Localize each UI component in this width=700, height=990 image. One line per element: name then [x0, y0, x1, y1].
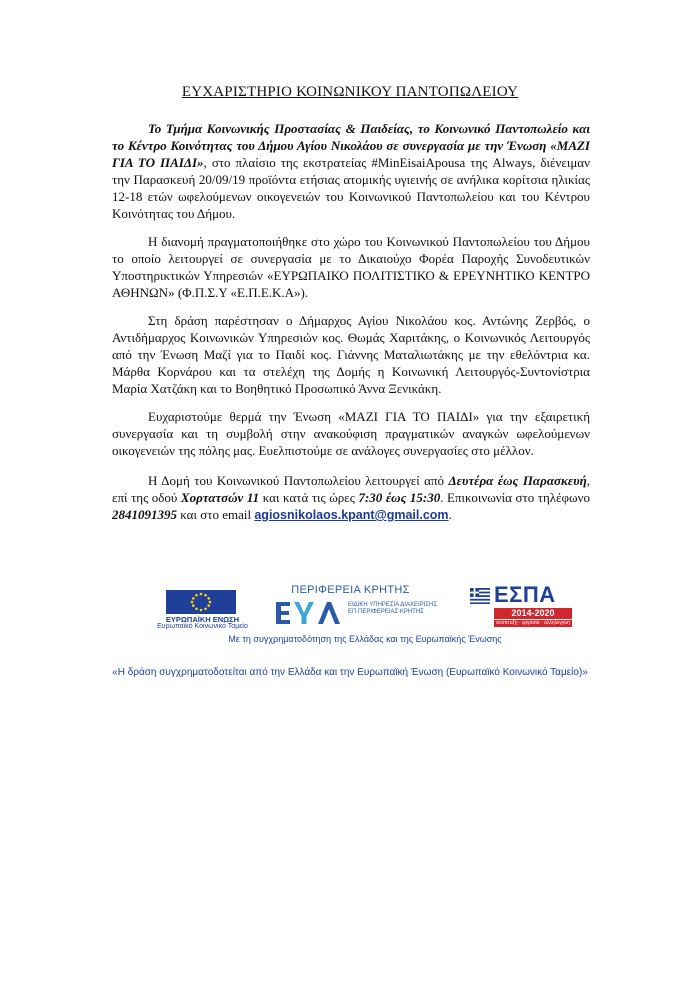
paragraph-2: Η διανομή πραγματοποιήθηκε στο χώρο του Κοινωνικού Παντοπωλείου του Δήμου το οποίο λειτουργεί σε συνεργασία με το Δικαιούχο Φορέα Παροχής Συνοδευτικών Υποστηρικτικών Υπηρεσιών «ΕΥΡΩΠΑΙΚΟ ΠΟΛΙΤΙΣΤΙΚΟ & ΕΡΕΥΝΗΤΙΚΟ ΚΕΝΤΡΟ ΑΘΗΝΩΝ» (Φ.Π.Σ.Υ «Ε.Π.Ε.Κ.Α»).	[112, 234, 590, 300]
region-crete-title: ΠΕΡΙΦΕΡΕΙΑ ΚΡΗΤΗΣ	[291, 584, 410, 596]
p5-text-2: , επί της οδού	[112, 473, 590, 505]
espa-subtitle: ανάπτυξη - εργασία - αλληλεγγύη	[494, 620, 572, 627]
street-address: Χορτατσών 11	[180, 490, 260, 505]
greek-flag-icon	[470, 588, 490, 604]
paragraph-1-rest: , στο πλαίσιο της εκστρατείας #MinEisaiApousa της Always, διένειμαν την Παρασκευή 20/09/19 προϊόντα ετήσιας ατομικής υγιεινής σε ανήλικα κορίτσια ηλικίας 12-18 ετών ωφελούμενων οικογενειών του Κοινωνικού Παντοπωλείου και του Κέντρου Κοινότητας του Δήμου.	[112, 155, 590, 221]
phone-number: 2841091395	[112, 507, 177, 522]
eyd-logo-text: ΕΙΔΙΚΗ ΥΠΗΡΕΣΙΑ ΔΙΑΧΕΙΡΙΣΗΣ ΕΠ ΠΕΡΙΦΕΡΕΙΑΣ ΚΡΗΤΗΣ	[348, 602, 438, 615]
paragraph-4: Ευχαριστούμε θερμά την Ένωση «ΜΑΖΙ ΓΙΑ ΤΟ ΠΑΙΔΙ» για την εξαιρετική συνεργασία και τη συμβολή στην ανακούφιση πραγματικών αναγκών ωφελούμενων οικογενειών της πόλης μας. Ευελπιστούμε σε ανάλογες συνεργασίες στο μέλλον.	[112, 409, 590, 458]
eu-logo	[140, 590, 265, 630]
espa-title: ΕΣΠΑ	[494, 582, 556, 607]
paragraph-3: Στη δράση παρέστησαν ο Δήμαρχος Αγίου Νικολάου κος. Αντώνης Ζερβός, ο Αντιδήμαρχος Κοινωνικών Υπηρεσιών κος. Θωμάς Χαριτάκης, ο Κοινωνικός Λειτουργός από την Ένωση Μαζί για το Παιδί κος. Γιάννης Ματαλιωτάκης με την εθελόντρια κα. Μάρθα Κορνάρου και τα στελέχη της Δομής η Κοινωνική Λειτουργός-Συντονίστρια Μαρία Χατζάκη και το Βοηθητικό Προσωπικό Άννα Ξενικάκη.	[112, 313, 590, 396]
p5-text-5: και στο email	[177, 507, 255, 522]
eu-flag-icon	[166, 590, 236, 614]
document-title: ΕΥΧΑΡΙΣΤΗΡΙΟ ΚΟΙΝΩΝΙΚΟΥ ΠΑΝΤΟΠΩΛΕΙΟΥ	[181, 84, 519, 100]
region-crete-logo	[268, 584, 438, 630]
footer-note: «Η δράση συγχρηματοδοτείται από την Ελλάδα και την Ευρωπαϊκή Ένωση (Ευρωπαϊκό Κοινωνικό Ταμείο)»	[112, 667, 588, 678]
document-body	[112, 120, 590, 535]
logo-strip	[140, 584, 590, 634]
espa-years: 2014-2020	[494, 608, 572, 619]
paragraph-1-bold: Το Τμήμα Κοινωνικής Προστασίας & Παιδείας, το Κοινωνικό Παντοπωλείο και το Κέντρο Κοινότητας του Δήμου Αγίου Νικολάου σε συνεργασία με την Ένωση «ΜΑΖΙ ΓΙΑ ΤΟ ΠΑΙΔΙ»	[112, 121, 590, 170]
paragraph-1	[112, 120, 590, 222]
paragraph-5	[112, 472, 590, 524]
p5-text-4: . Επικοινωνία στο τηλέφωνο	[440, 490, 590, 505]
p5-text-3: και κατά τις ώρες	[259, 490, 359, 505]
opening-days: Δευτέρα έως Παρασκευή	[448, 473, 587, 488]
p5-text-1: Η Δομή του Κοινωνικού Παντοπωλείου λειτουργεί από	[148, 473, 449, 488]
email-link[interactable]: agiosnikolaos.kpant@gmail.com	[254, 508, 449, 522]
eu-logo-line-1: ΕΥΡΩΠΑΪΚΗ ΕΝΩΣΗ	[165, 615, 240, 624]
cofinance-caption: Με τη συγχρηματοδότηση της Ελλάδας και της Ευρωπαϊκής Ένωσης	[228, 634, 502, 644]
p5-text-6: .	[448, 507, 452, 522]
espa-logo	[470, 584, 585, 630]
eu-logo-line-2: Ευρωπαϊκό Κοινωνικό Ταμείο	[157, 623, 248, 630]
eyd-logo-icon	[272, 598, 344, 628]
opening-hours: 7:30 έως 15:30	[358, 490, 441, 505]
